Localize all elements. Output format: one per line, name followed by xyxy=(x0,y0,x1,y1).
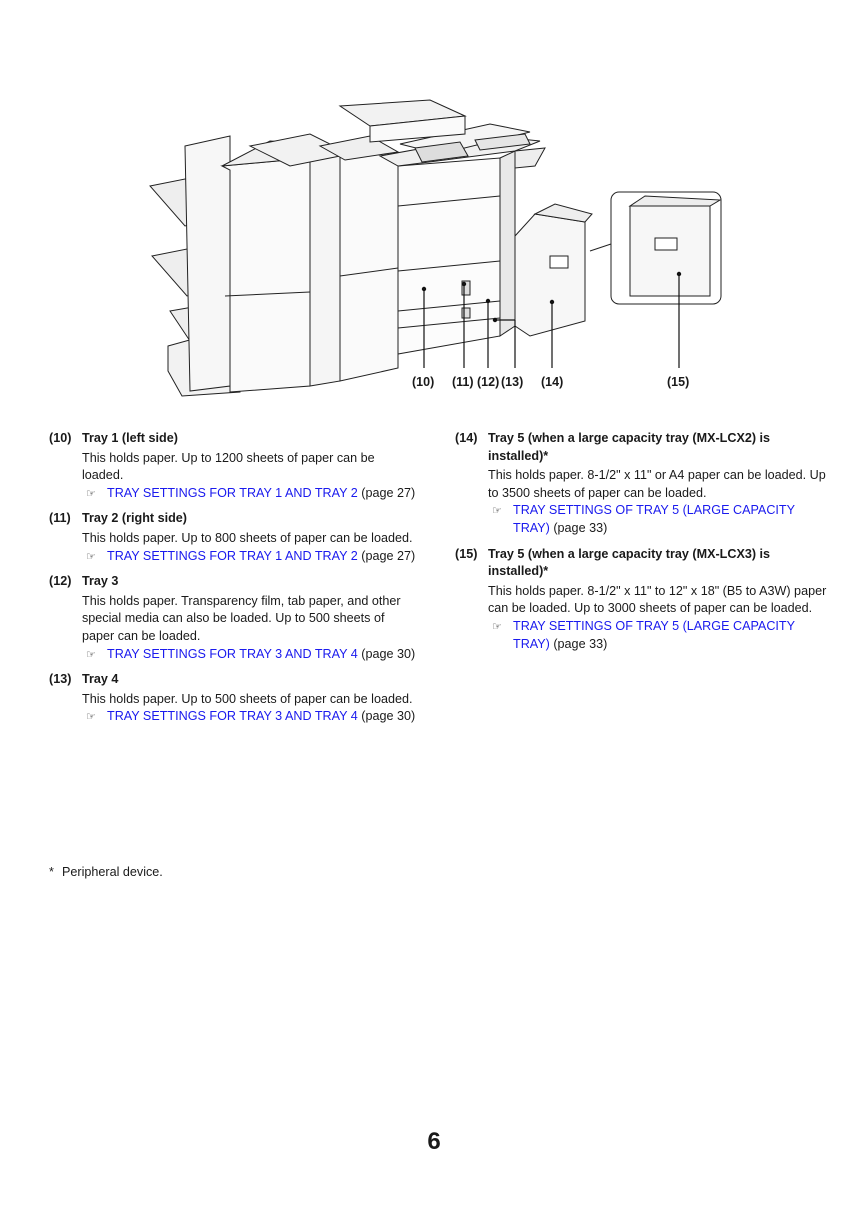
page-reference: (page 30) xyxy=(357,646,416,661)
page-reference: (page 30) xyxy=(357,709,416,724)
entry-description: This holds paper. 8-1/2" x 11" to 12" x 18" (B5 to A3W) paper can be loaded. Up to 3000 sheets of paper can be loaded. xyxy=(488,583,827,616)
entry-description: This holds paper. 8-1/2" x 11" or A4 paper can be loaded. Up to 3500 sheets of paper can be loaded. xyxy=(488,468,826,500)
footnote-mark: * xyxy=(49,865,54,879)
left-column xyxy=(49,430,419,734)
entry-description: This holds paper. Up to 500 sheets of paper can be loaded. xyxy=(82,691,413,706)
entry-title: Tray 5 (when a large capacity tray (MX-LCX2) is installed)* xyxy=(488,431,771,463)
entry-title: Tray 1 (left side) xyxy=(82,431,178,445)
tray-settings-link[interactable]: TRAY SETTINGS FOR TRAY 1 AND TRAY 2 xyxy=(107,485,358,500)
entry-number: (12) xyxy=(49,574,72,589)
callout-10: (10) xyxy=(412,375,435,389)
entry-number: (10) xyxy=(49,431,72,445)
reference-hand-icon: ☞ xyxy=(86,711,96,724)
entry-number: (14) xyxy=(455,431,478,445)
page-reference: (page 33) xyxy=(549,520,608,535)
entry-number: (11) xyxy=(49,511,71,526)
entry-tray-1 xyxy=(49,430,419,502)
reference-link xyxy=(86,485,419,503)
footnote xyxy=(49,865,163,879)
reference-hand-icon: ☞ xyxy=(492,505,502,518)
entry-tray-4 xyxy=(49,671,419,726)
reference-link xyxy=(492,618,827,653)
callout-15: (15) xyxy=(667,375,690,389)
callout-11: (11) xyxy=(452,375,474,389)
reference-link xyxy=(492,502,827,537)
entry-title: Tray 5 (when a large capacity tray (MX-LCX3) is installed)* xyxy=(488,546,771,579)
reference-link xyxy=(86,548,419,566)
tray-settings-link[interactable]: TRAY SETTINGS OF TRAY 5 (LARGE CAPACITY TRAY) xyxy=(513,618,795,651)
reference-link xyxy=(86,646,419,664)
reference-hand-icon: ☞ xyxy=(86,487,96,500)
reference-hand-icon: ☞ xyxy=(86,648,96,661)
footnote-text: Peripheral device. xyxy=(62,865,163,879)
tray-settings-link[interactable]: TRAY SETTINGS FOR TRAY 3 AND TRAY 4 xyxy=(107,646,358,661)
page-number: 6 xyxy=(427,1128,441,1155)
entry-number: (15) xyxy=(455,546,478,561)
entry-tray-3 xyxy=(49,573,419,663)
callout-13: (13) xyxy=(501,375,524,389)
tray-settings-link[interactable]: TRAY SETTINGS OF TRAY 5 (LARGE CAPACITY TRAY) xyxy=(513,503,795,535)
reference-hand-icon: ☞ xyxy=(86,550,96,563)
page-reference: (page 33) xyxy=(549,636,608,651)
entry-description: This holds paper. Up to 1200 sheets of paper can be loaded. xyxy=(82,450,375,483)
entry-title: Tray 4 xyxy=(82,672,119,687)
entry-description: This holds paper. Up to 800 sheets of paper can be loaded. xyxy=(82,530,413,545)
page-reference: (page 27) xyxy=(357,485,416,500)
entry-title: Tray 2 (right side) xyxy=(82,511,187,526)
entry-title: Tray 3 xyxy=(82,574,119,589)
entry-tray-5-lcx3 xyxy=(455,546,827,654)
page-reference: (page 27) xyxy=(357,548,416,563)
callout-14: (14) xyxy=(541,375,564,389)
entry-number: (13) xyxy=(49,672,72,687)
reference-link xyxy=(86,708,419,726)
reference-hand-icon: ☞ xyxy=(492,620,502,633)
tray-settings-link[interactable]: TRAY SETTINGS FOR TRAY 1 AND TRAY 2 xyxy=(107,548,358,563)
copier-illustration xyxy=(130,96,730,408)
entry-tray-5-lcx2 xyxy=(455,430,827,538)
tray-settings-link[interactable]: TRAY SETTINGS FOR TRAY 3 AND TRAY 4 xyxy=(107,709,358,724)
callout-12: (12) xyxy=(477,375,500,389)
right-column xyxy=(455,430,827,661)
entry-tray-2 xyxy=(49,510,419,565)
entry-description: This holds paper. Transparency film, tab paper, and other special media can also be loaded. Up to 500 sheets of paper can be loaded. xyxy=(82,593,401,643)
